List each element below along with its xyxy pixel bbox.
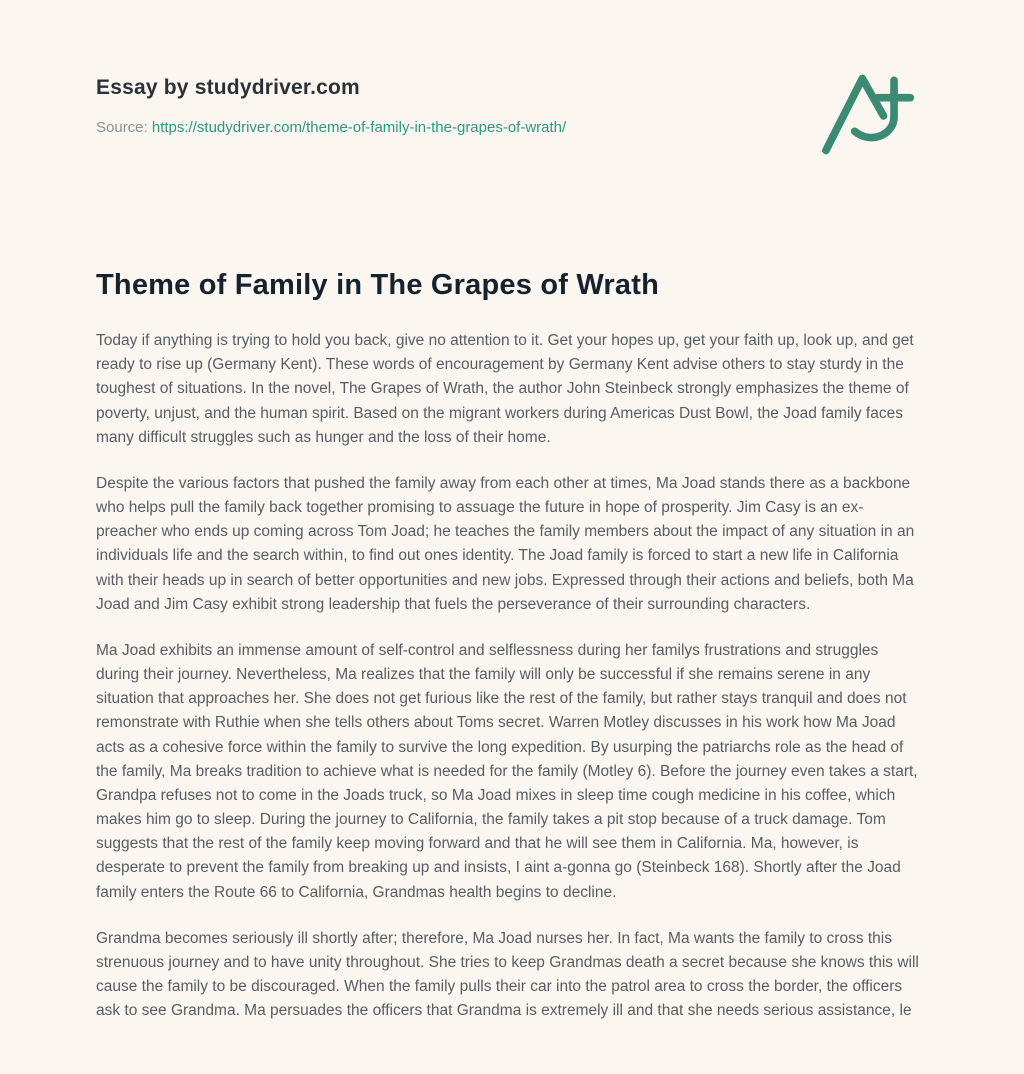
- essay-paragraph-1: Today if anything is trying to hold you back, give no attention to it. Get your hopes up, get your faith up, look up, and get ready to rise up (Germany Kent). These words of encouragement by Germany Kent advise others to stay sturdy in the toughest of situations. In the novel, The Grapes of Wrath, the author John Steinbeck strongly emphasizes the theme of poverty, unjust, and the human spirit. Based on the migrant workers during Americas Dust Bowl, the Joad family faces many difficult struggles such as hunger and the loss of their home.: [96, 332, 914, 446]
- source-line: [96, 119, 566, 136]
- essay-title: Theme of Family in The Grapes of Wrath: [96, 269, 659, 301]
- source-link[interactable]: https://studydriver.com/theme-of-family-in-the-grapes-of-wrath/: [151, 119, 567, 136]
- essay-paragraph-3: Ma Joad exhibits an immense amount of self-control and selflessness during her familys frustrations and struggles during their journey. Nevertheless, Ma realizes that the family will only be successful if she remains serene in any situation that approaches her. She does not get furious like the rest of the family, but rather stays tranquil and does not remonstrate with Ruthie when she tells others about Toms secret. Warren Motley discusses in his work how Ma Joad acts as a cohesive force within the family to survive the long expedition. By usurping the patriarchs role as the head of the family, Ma breaks tradition to achieve what is needed for the family (Motley 6). Before the journey even takes a start, Grandpa refuses not to come in the Joads truck, so Ma Joad mixes in sleep time cough medicine in his coffee, which makes him go to sleep. During the journey to California, the family takes a pit stop because of a truck damage. Tom suggests that the rest of the family keep moving forward and that he will see them in California. Ma, however, is desperate to prevent the family from breaking up and insists, I aint a-gonna go (Steinbeck 168). Shortly after the Joad family enters the Route 66 to California, Grandmas health begins to decline.: [96, 641, 918, 901]
- studydriver-logo-icon: [818, 66, 924, 167]
- byline: Essay by studydriver.com: [96, 76, 360, 99]
- source-label: Source:: [96, 119, 148, 136]
- header: [96, 76, 924, 167]
- essay-body: [96, 329, 924, 1023]
- essay-paragraph-2: Despite the various factors that pushed the family away from each other at times, Ma Joad stands there as a backbone who helps pull the family back together promising to assuage the future in hope of prosperity. Jim Casy is an ex-preacher who ends up coming across Tom Joad; he teaches the family members about the impact of any situation in an individuals life and the search within, to find out ones identity. The Joad family is forced to start a new life in California with their heads up in search of better opportunities and new jobs. Expressed through their actions and beliefs, both Ma Joad and Jim Casy exhibit strong leadership that fuels the perseverance of their surrounding characters.: [96, 474, 915, 613]
- essay-paragraph-4: Grandma becomes seriously ill shortly after; therefore, Ma Joad nurses her. In fact, Ma wants the family to cross this strenuous journey and to have unity throughout. She tries to keep Grandmas death a secret because she knows this will cause the family to be discouraged. When the family pulls their car into the patrol area to cross the border, the officers ask to see Grandma. Ma persuades the officers that Grandma is extremely ill and that she needs serious assistance, le: [96, 929, 919, 1020]
- header-text-block: [96, 76, 566, 136]
